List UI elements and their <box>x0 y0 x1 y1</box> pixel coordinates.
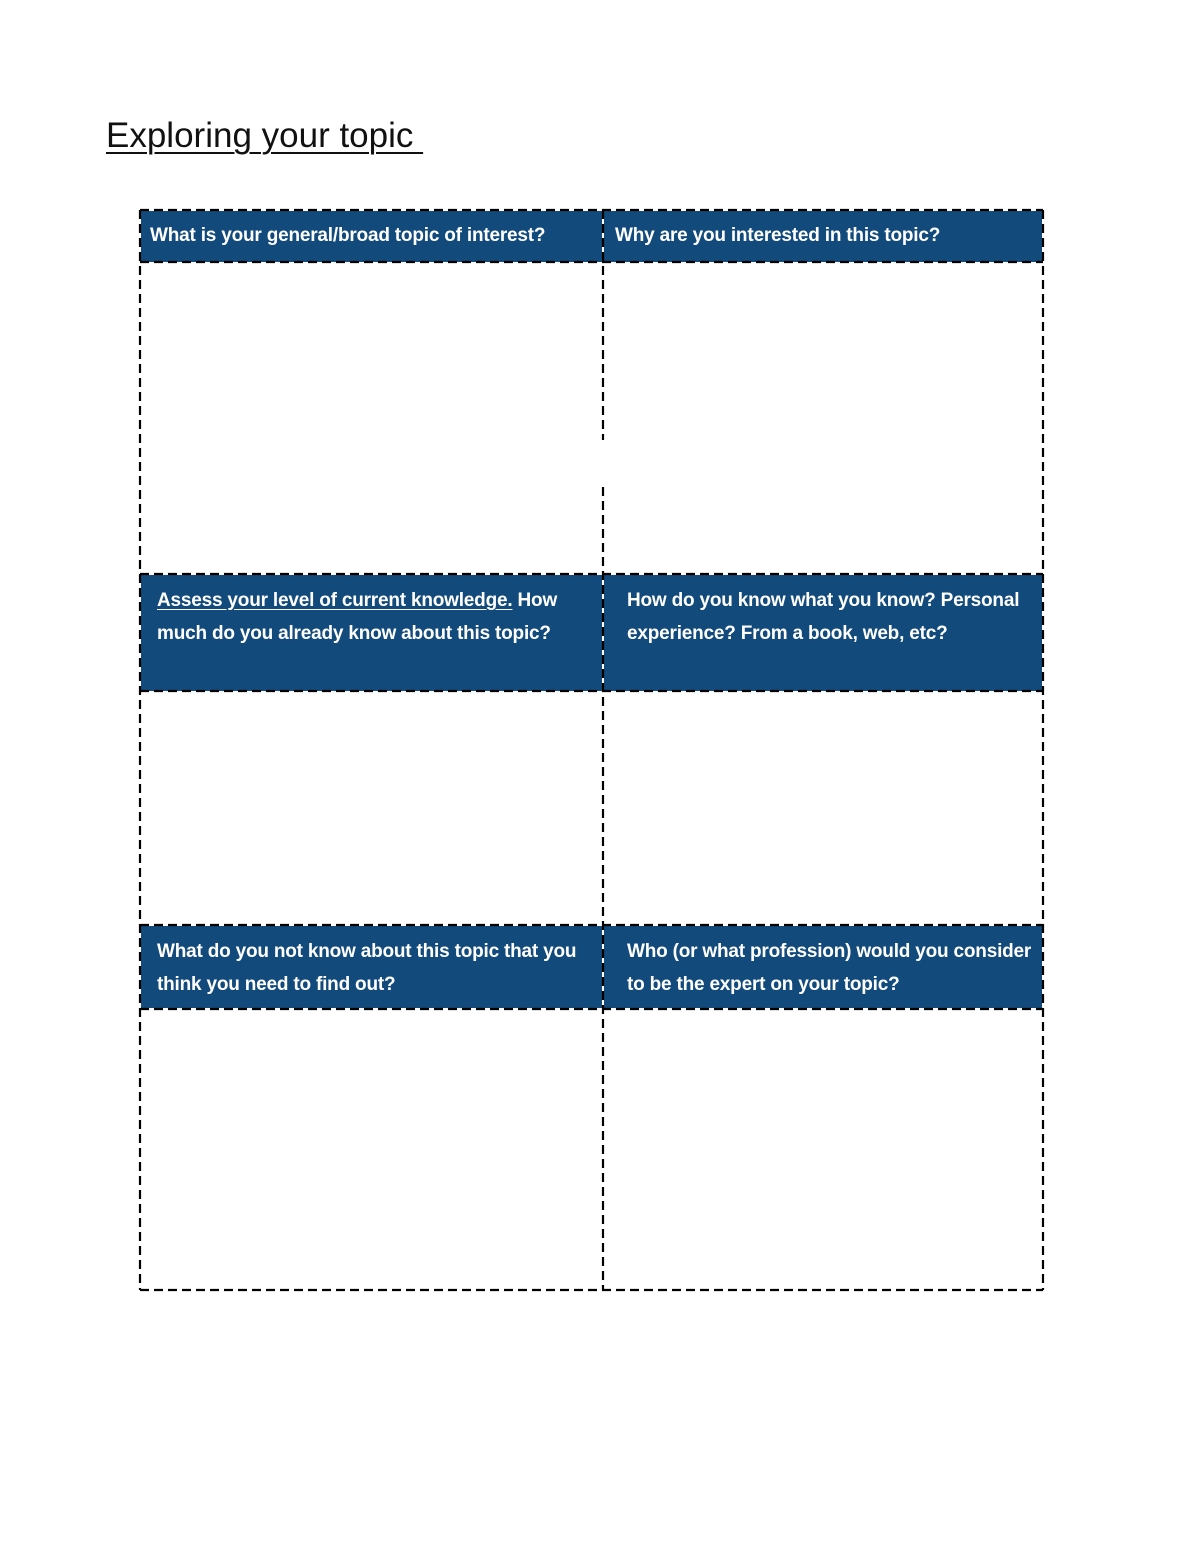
prompt-current-knowledge-lead: Assess your level of current knowledge. <box>157 590 513 611</box>
prompt-why-interested: Why are you interested in this topic? <box>615 225 941 246</box>
prompt-current-knowledge-text: How much do you already know about this topic? <box>157 590 558 644</box>
prompt-not-know: What do you not know about this topic that you think you need to find out? <box>157 941 577 995</box>
page-title: Exploring your topic <box>106 116 424 155</box>
prompt-expert: Who (or what profession) would you consider to be the expert on your topic? <box>627 941 1032 995</box>
prompt-general-topic: What is your general/broad topic of interest? <box>150 225 546 246</box>
prompt-how-you-know: How do you know what you know? Personal experience? From a book, web, etc? <box>627 590 1020 644</box>
